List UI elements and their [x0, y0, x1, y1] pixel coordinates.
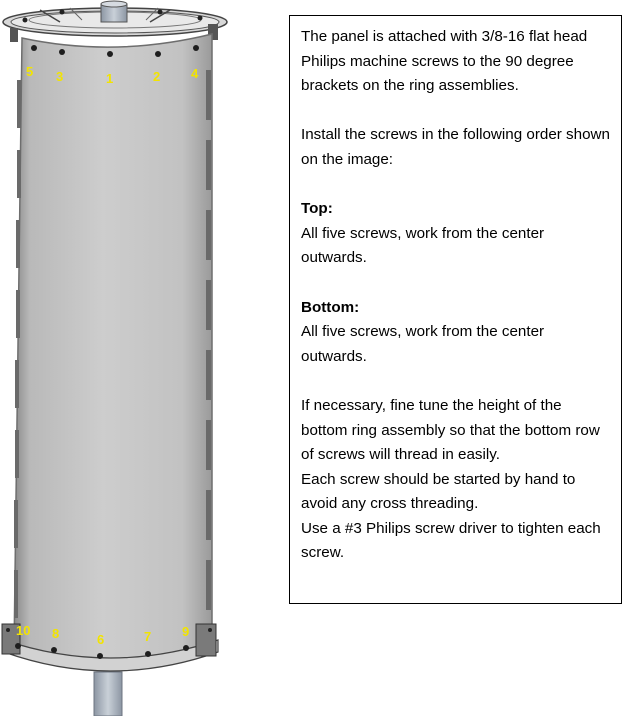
top-text: All five screws, work from the center outwards.: [301, 224, 545, 267]
intro-text: The panel is attached with 3/8-16 flat head Philips machine screws to the 90 degree brackets on the ring assemblies.: [301, 28, 588, 95]
screw-label-7: 7: [144, 629, 152, 644]
bottom-section: [301, 296, 611, 370]
screw-label-10: 10: [16, 623, 31, 638]
screw-label-8: 8: [52, 626, 60, 641]
screw-label-6: 6: [97, 632, 105, 647]
hand-text: Each screw should be started by hand to avoid any cross threading.: [301, 470, 576, 513]
screw-label-5: 5: [26, 64, 34, 79]
instructions-box: [289, 15, 622, 604]
top-heading: Top:: [301, 200, 333, 218]
bottom-text: All five screws, work from the center outwards.: [301, 323, 545, 365]
top-section: [301, 197, 611, 271]
driver-text: Use a #3 Philips screw driver to tighten each screw.: [301, 519, 601, 562]
screw-label-3: 3: [56, 69, 64, 84]
tune-text: If necessary, fine tune the height of the bottom ring assembly so that the bottom row of screws will thread in easily.: [301, 396, 600, 464]
screw-label-4: 4: [191, 66, 199, 81]
screw-label-2: 2: [153, 69, 161, 84]
screw-label-9: 9: [182, 624, 190, 639]
center-post: [94, 672, 122, 716]
screw-label-1: 1: [106, 71, 114, 86]
order-intro-text: Install the screws in the following order shown on the image:: [301, 126, 610, 168]
bottom-heading: Bottom:: [301, 298, 360, 316]
cylinder-panel-illustration: [0, 0, 290, 716]
top-ring-assembly: [3, 1, 227, 42]
cylinder-panel: [14, 34, 212, 662]
